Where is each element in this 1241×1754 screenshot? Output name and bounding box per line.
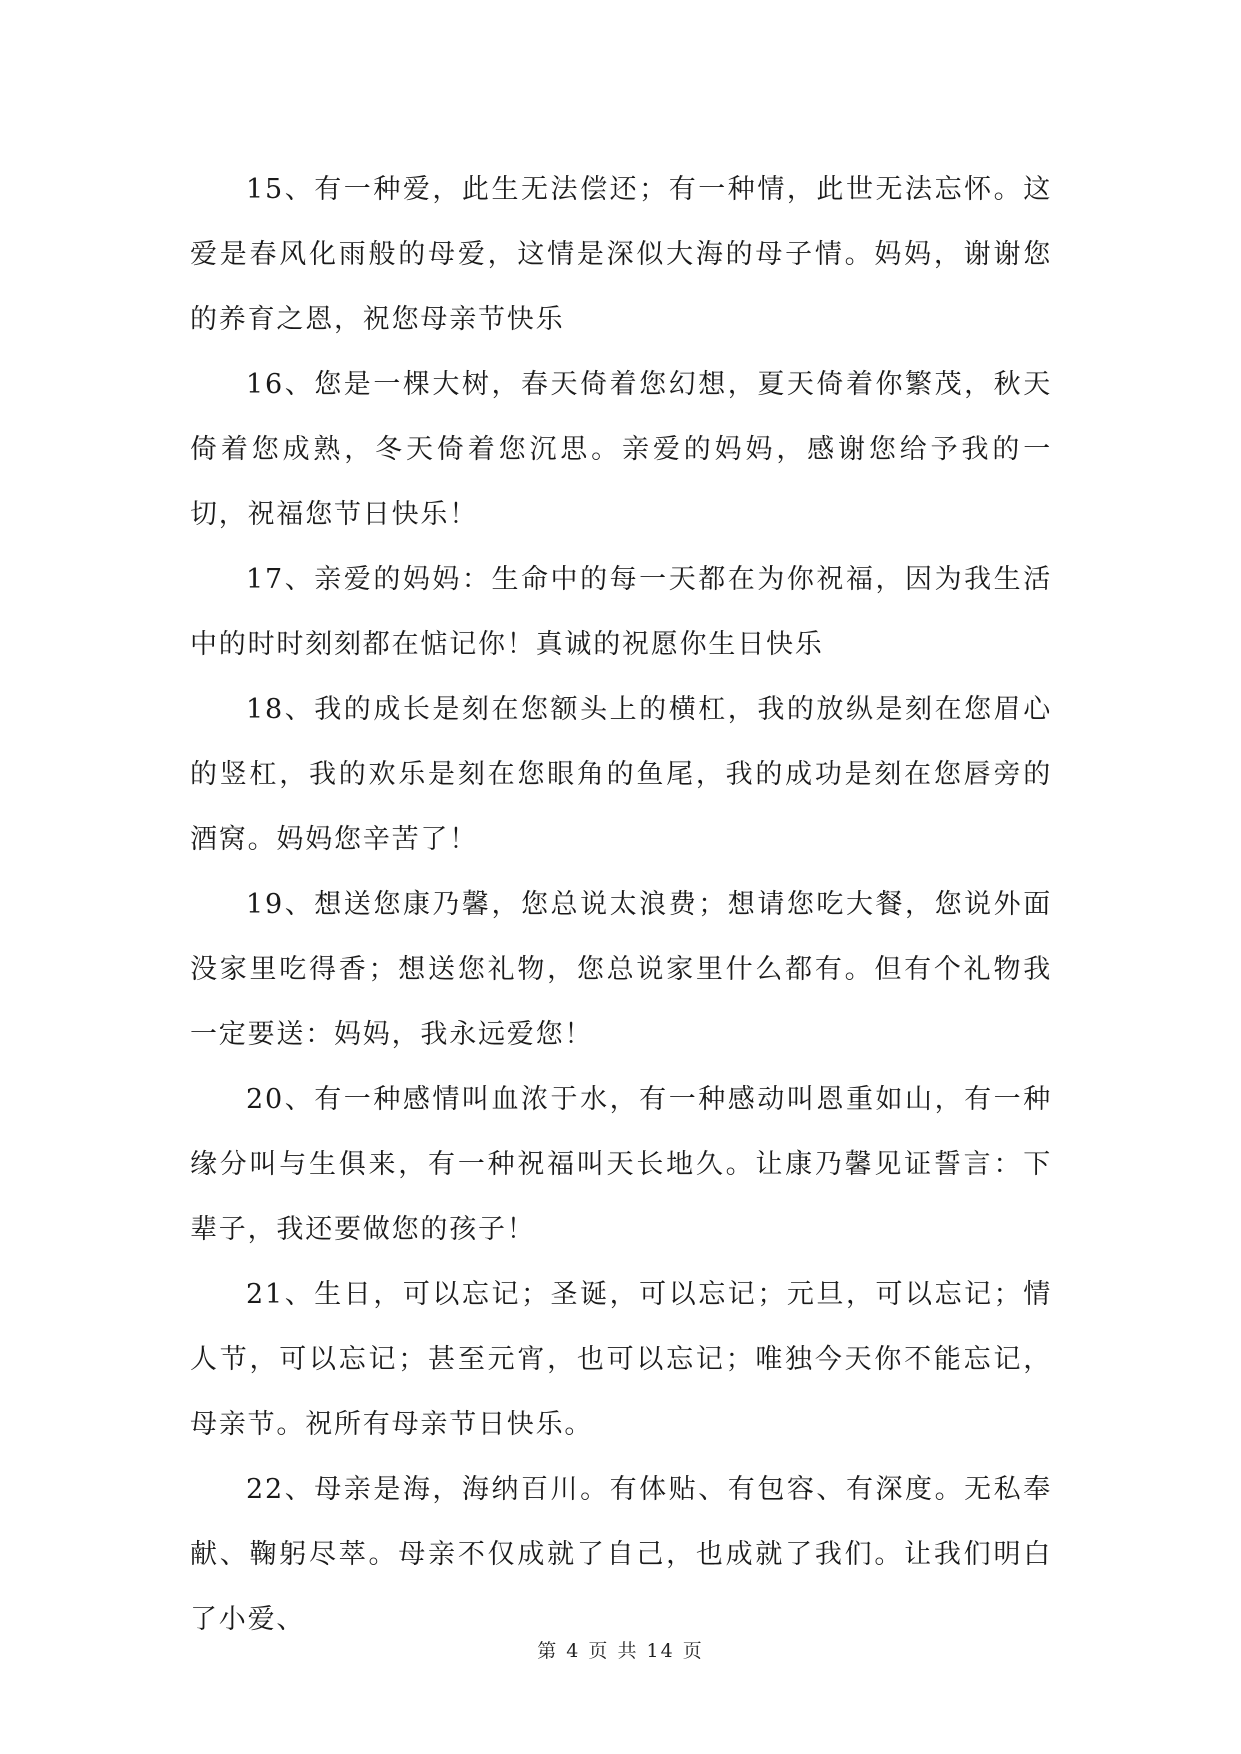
page-content: [190, 157, 1052, 1652]
paragraph-17: 17、亲爱的妈妈：生命中的每一天都在为你祝福，因为我生活中的时时刻刻都在惦记你！真诚的祝愿你生日快乐: [190, 564, 1052, 660]
paragraph-21: 21、生日，可以忘记；圣诞，可以忘记；元旦，可以忘记；情人节，可以忘记；甚至元宵，也可以忘记；唯独今天你不能忘记，母亲节。祝所有母亲节日快乐。: [190, 1279, 1052, 1440]
paragraph-22: 22、母亲是海，海纳百川。有体贴、有包容、有深度。无私奉献、鞠躬尽萃。母亲不仅成就了自己，也成就了我们。让我们明白了小爱、: [190, 1474, 1052, 1635]
paragraph-16: 16、您是一棵大树，春天倚着您幻想，夏天倚着你繁茂，秋天倚着您成熟，冬天倚着您沉思。亲爱的妈妈，感谢您给予我的一切，祝福您节日快乐！: [190, 369, 1052, 530]
paragraph-18: 18、我的成长是刻在您额头上的横杠，我的放纵是刻在您眉心的竖杠，我的欢乐是刻在您眼角的鱼尾，我的成功是刻在您唇旁的酒窝。妈妈您辛苦了！: [190, 694, 1052, 855]
page-footer: 第 4 页 共 14 页: [537, 1640, 704, 1662]
paragraph-19: 19、想送您康乃馨，您总说太浪费；想请您吃大餐，您说外面没家里吃得香；想送您礼物，您总说家里什么都有。但有个礼物我一定要送：妈妈，我永远爱您！: [190, 889, 1052, 1050]
paragraph-15: 15、有一种爱，此生无法偿还；有一种情，此世无法忘怀。这爱是春风化雨般的母爱，这情是深似大海的母子情。妈妈，谢谢您的养育之恩，祝您母亲节快乐: [190, 174, 1052, 335]
paragraph-20: 20、有一种感情叫血浓于水，有一种感动叫恩重如山，有一种缘分叫与生俱来，有一种祝福叫天长地久。让康乃馨见证誓言：下辈子，我还要做您的孩子！: [190, 1084, 1052, 1245]
